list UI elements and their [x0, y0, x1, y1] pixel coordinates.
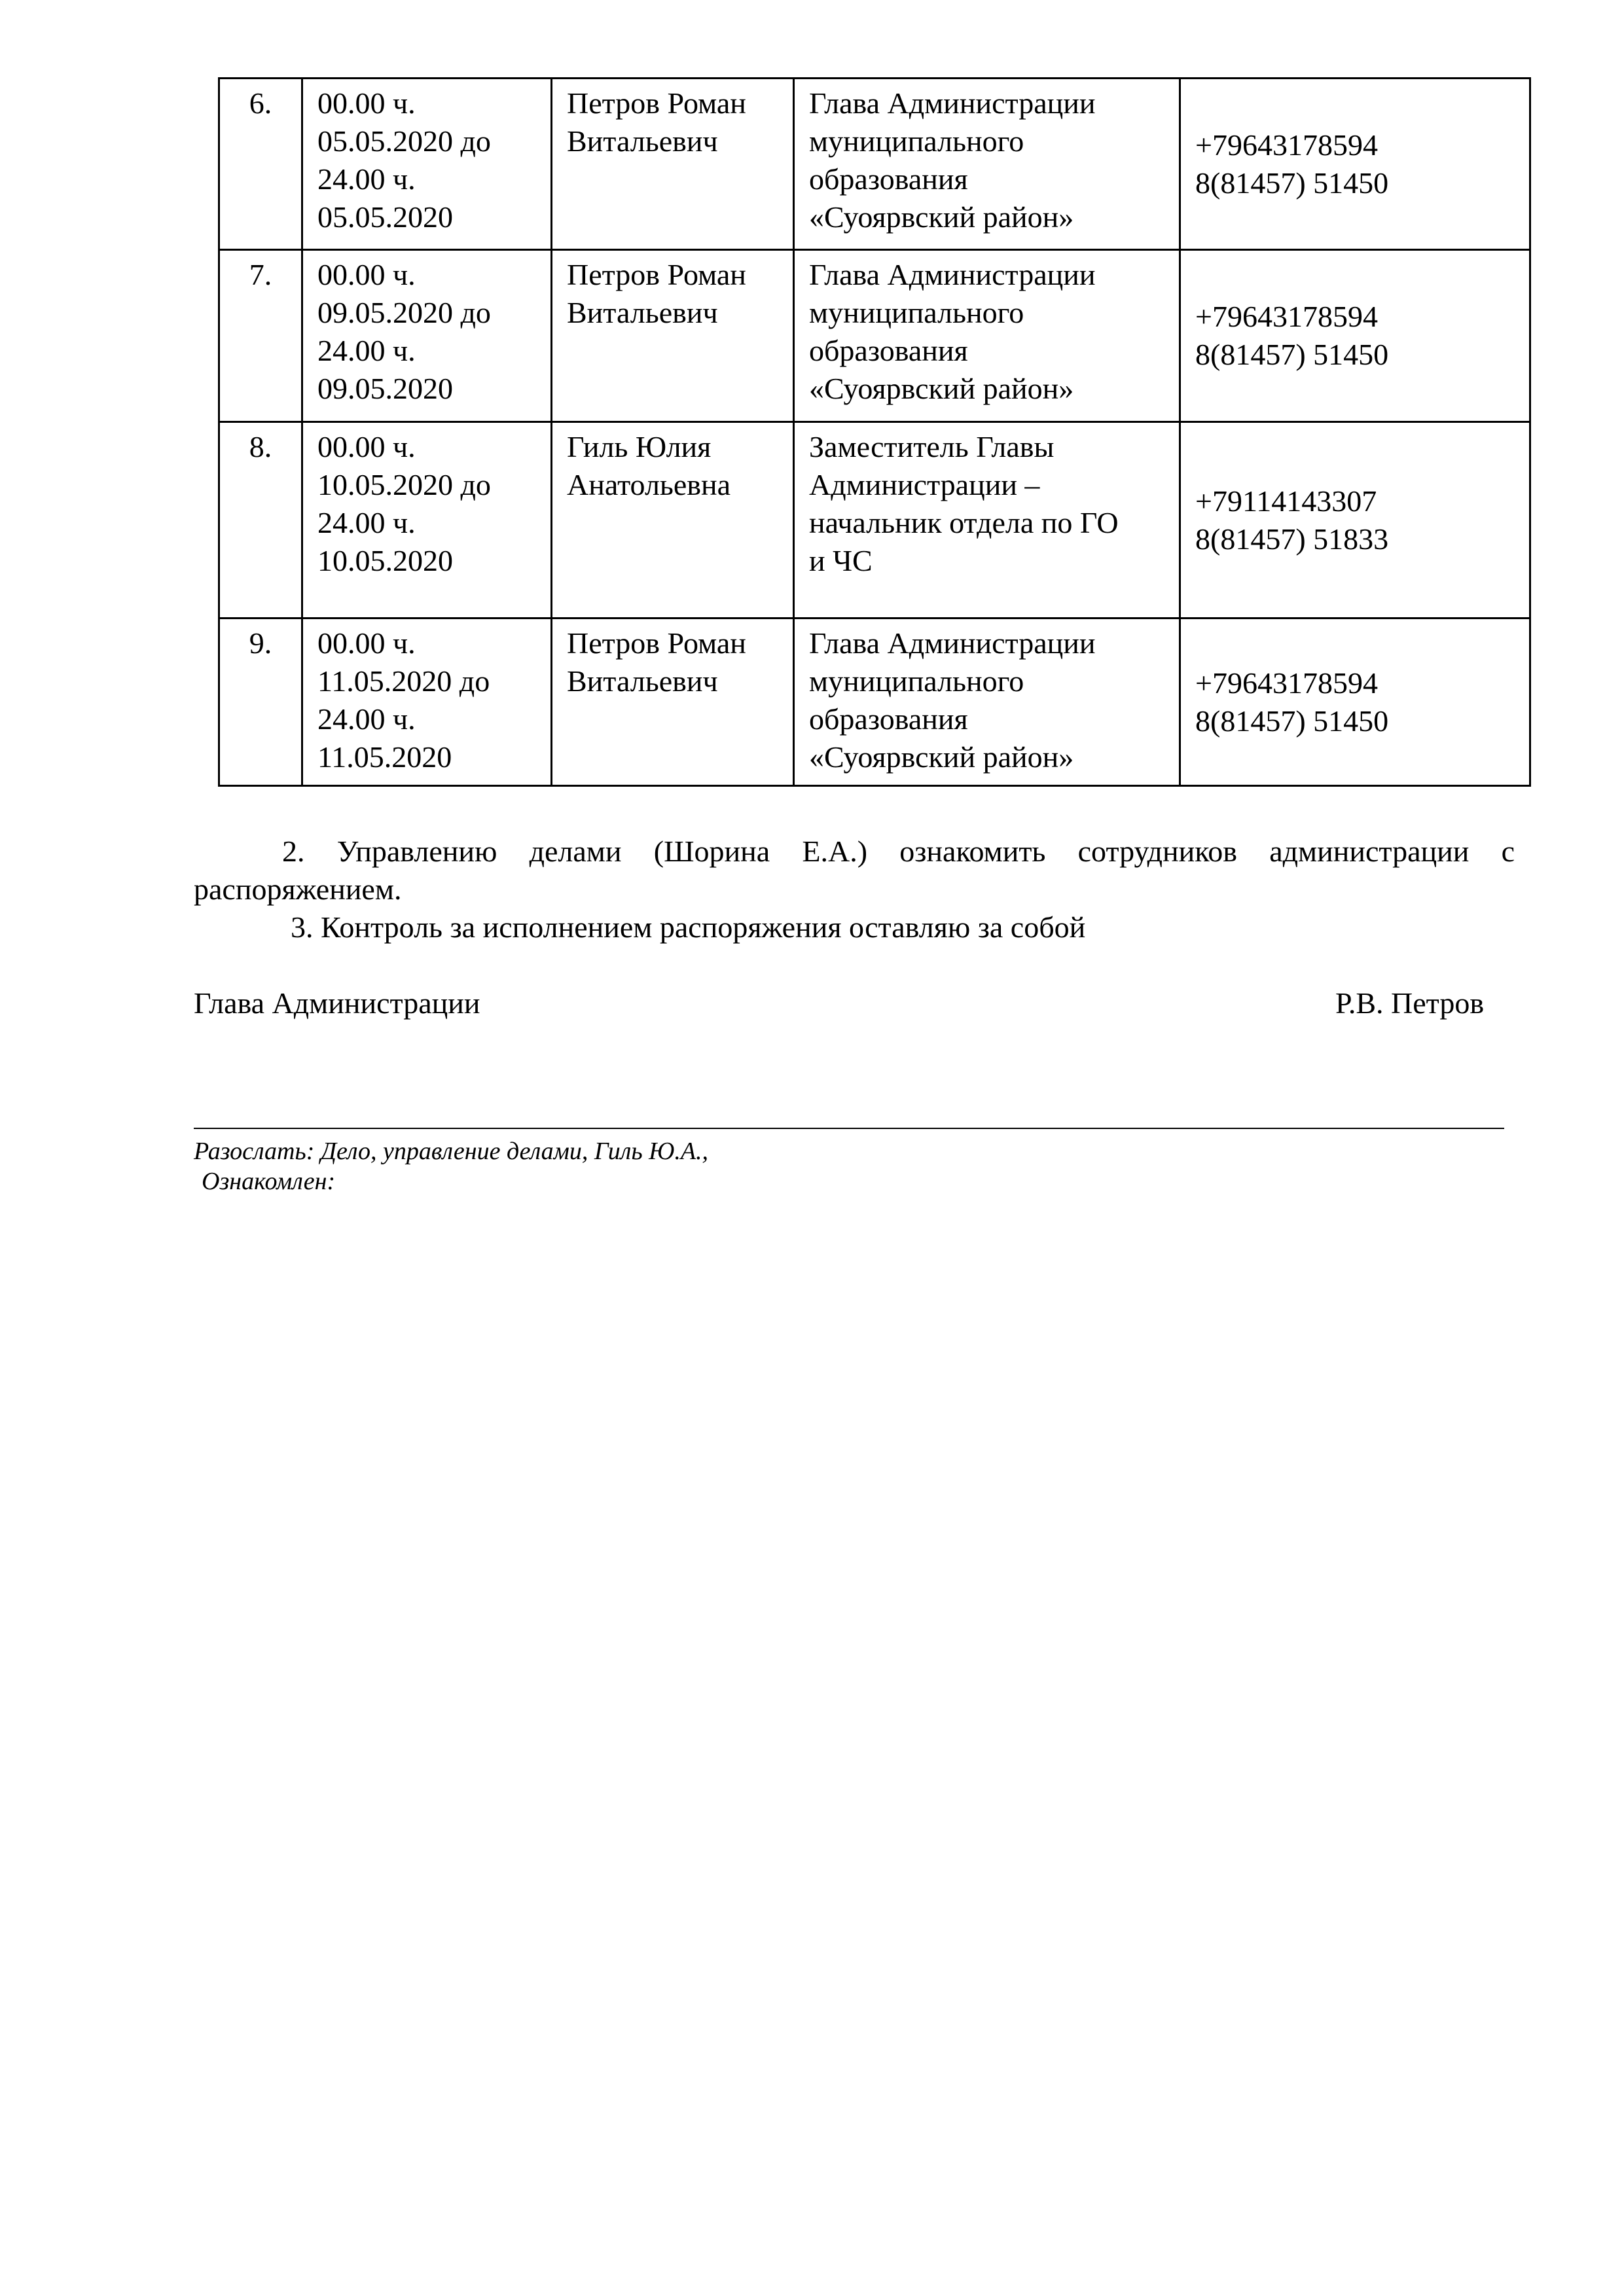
acknowledged-note: Ознакомлен:	[202, 1168, 336, 1195]
signer-name: Р.В. Петров	[1335, 986, 1485, 1020]
table-row	[219, 422, 1530, 619]
row-number: 8.	[219, 422, 302, 619]
duty-person-name: Петров Роман Витальевич	[552, 79, 794, 250]
duty-schedule-table	[218, 77, 1531, 787]
duty-person-position: Заместитель Главы Администрации – начальник отдела по ГО и ЧС	[794, 422, 1180, 619]
row-number: 6.	[219, 79, 302, 250]
signer-title: Глава Администрации	[194, 986, 480, 1020]
duty-person-phones: +79643178594 8(81457) 51450	[1180, 619, 1530, 786]
duty-person-name: Петров Роман Витальевич	[552, 250, 794, 422]
table-row	[219, 619, 1530, 786]
duty-person-phones: +79643178594 8(81457) 51450	[1180, 250, 1530, 422]
duty-person-phones: +79114143307 8(81457) 51833	[1180, 422, 1530, 619]
duty-person-name: Гиль Юлия Анатольевна	[552, 422, 794, 619]
duty-person-position: Глава Администрации муниципального образования «Суоярвский район»	[794, 79, 1180, 250]
duty-period: 00.00 ч. 11.05.2020 до 24.00 ч. 11.05.2020	[302, 619, 552, 786]
paragraph-2-instruction: 2. Управлению делами (Шорина Е.А.) ознакомить сотрудников администрации с распоряжением.	[194, 834, 1515, 906]
duty-person-position: Глава Администрации муниципального образования «Суоярвский район»	[794, 619, 1180, 786]
duty-person-phones: +79643178594 8(81457) 51450	[1180, 79, 1530, 250]
duty-person-position: Глава Администрации муниципального образования «Суоярвский район»	[794, 250, 1180, 422]
duty-person-name: Петров Роман Витальевич	[552, 619, 794, 786]
footer-divider	[194, 1128, 1504, 1129]
duty-period: 00.00 ч. 05.05.2020 до 24.00 ч. 05.05.2020	[302, 79, 552, 250]
table-row	[219, 250, 1530, 422]
table-row	[219, 79, 1530, 250]
row-number: 9.	[219, 619, 302, 786]
paragraph-3-control: 3. Контроль за исполнением распоряжения оставляю за собой	[291, 910, 1086, 944]
duty-period: 00.00 ч. 09.05.2020 до 24.00 ч. 09.05.2020	[302, 250, 552, 422]
distribution-note: Разослать: Дело, управление делами, Гиль Ю.А.,	[194, 1138, 709, 1165]
duty-period: 00.00 ч. 10.05.2020 до 24.00 ч. 10.05.2020	[302, 422, 552, 619]
row-number: 7.	[219, 250, 302, 422]
